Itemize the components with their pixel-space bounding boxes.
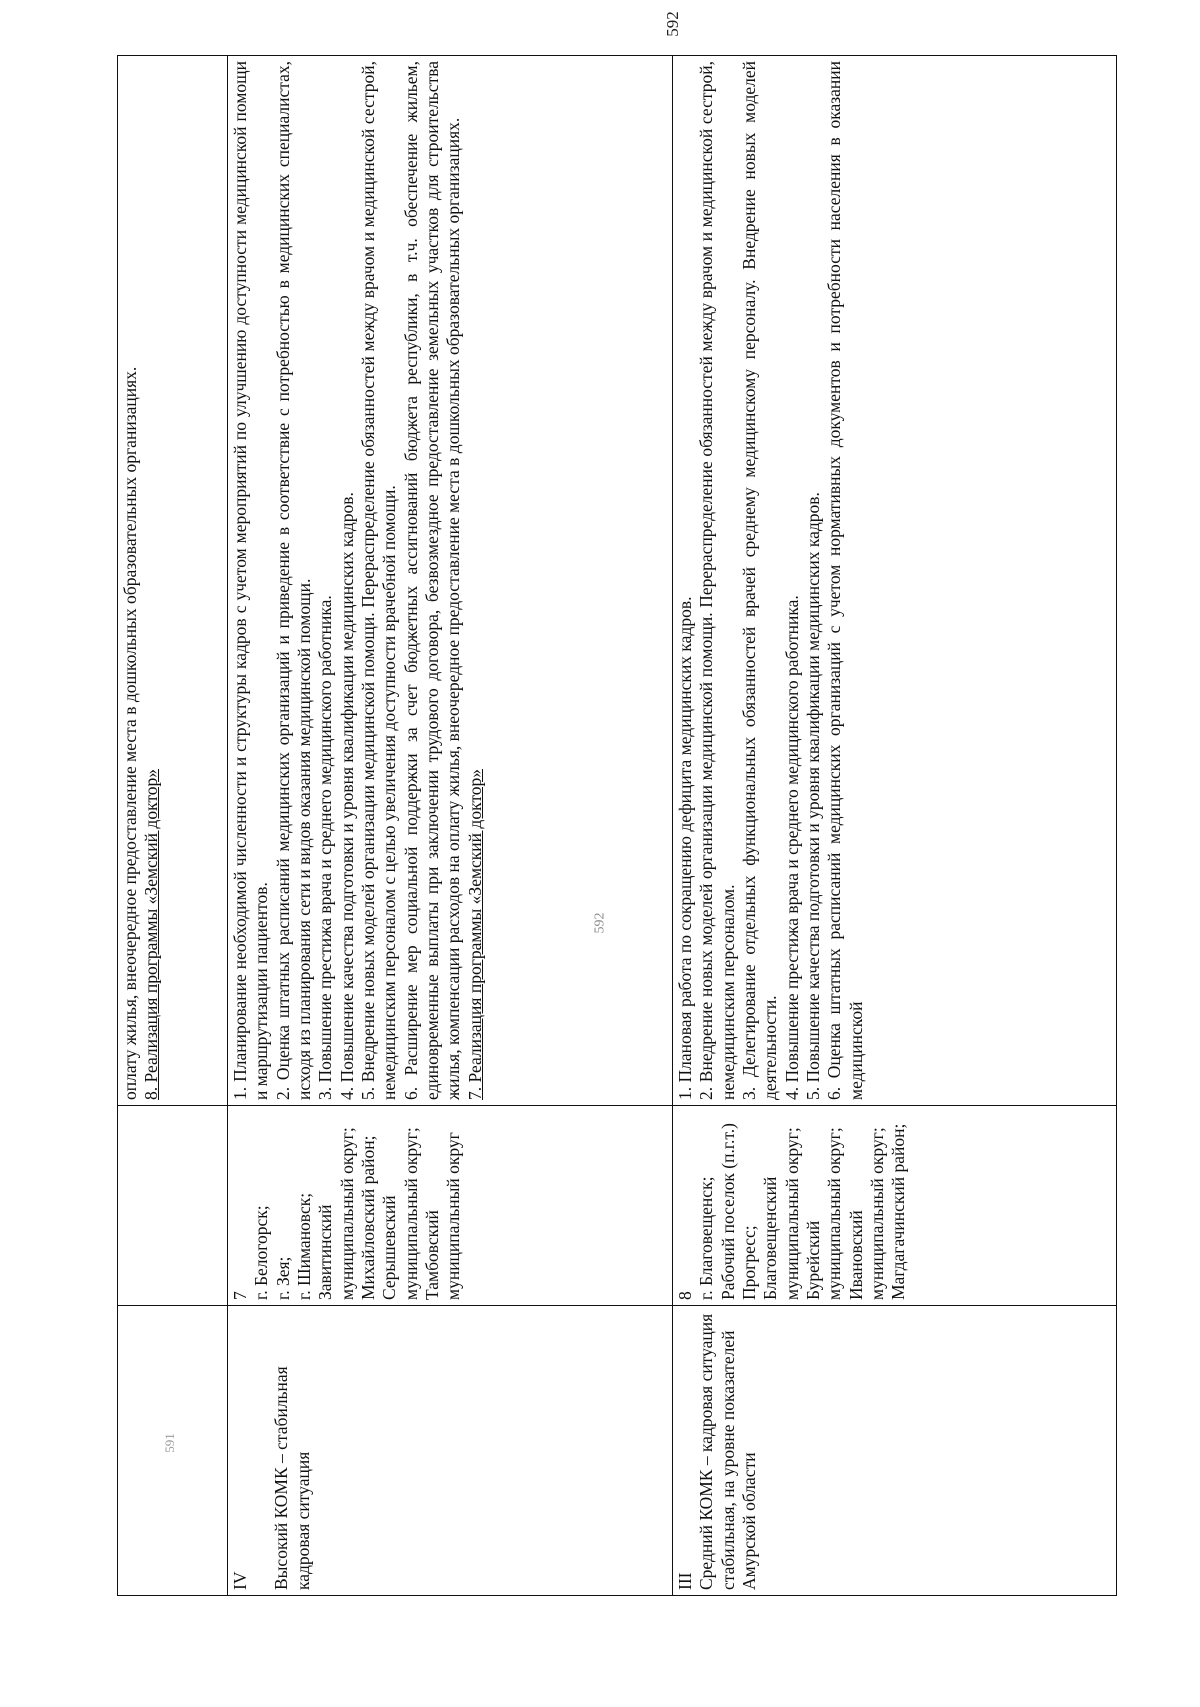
territory-item: г. Белогорск; [251, 1205, 272, 1300]
territory-item: Михайловский район; [358, 1135, 379, 1300]
page-number: 592 [662, 11, 682, 37]
measure-item: 6. Расширение мер социальной поддержки за счет бюджетных ассигнований бюджета республики, в т.ч. обеспечение жильем, единовременные выплаты при заключении трудового договора, безвозмездное предоставление земельных участков для строительства жилья, компенсации расходов на оплату жилья, внеочередное предоставление места в дошкольных образовательных организациях. [400, 61, 464, 1100]
measure-item: 5. Повышение качества подготовки и уровня квалификации медицинских кадров. [803, 492, 824, 1100]
territory-item: Завитинский муниципальный округ; [315, 1127, 357, 1300]
measure-item: 6. Оценка штатных расписаний медицинских организаций с учетом нормативных документов и потребности населения в оказании медицинской [824, 61, 866, 1100]
measure-item: 3. Повышение престижа врача и среднего медицинского работника. [315, 595, 336, 1100]
territory-item: Магдагачинский район; [888, 1123, 909, 1300]
territory-item: Рабочий поселок (п.г.т.) Прогресс; [717, 1123, 760, 1300]
ghost-page-number: 591 [161, 1433, 177, 1453]
territory-item: Благовещенский муниципальный округ; [760, 1127, 802, 1300]
table-row-category-iii [673, 56, 1117, 1596]
territory-item: г. Шимановск; [294, 1192, 315, 1300]
category-number: IV [230, 1571, 250, 1590]
territory-cell [673, 1106, 1117, 1306]
territory-count: 7 [230, 1291, 250, 1300]
measure-item: 7. Реализация программы «Земский доктор» [464, 768, 485, 1100]
measure-text: оплату жилья, внеочередное предоставление места в дошкольных образовательных организациях. [120, 366, 140, 1100]
territory-item: Ивановский муниципальный округ; [845, 1127, 888, 1300]
territory-count: 8 [675, 1291, 695, 1300]
territory-cell [118, 1106, 228, 1306]
table-row-category-iv [228, 56, 673, 1596]
measure-item: 2. Оценка штатных расписаний медицинских организаций и приведение в соответствие с потребностью в медицинских специалистах, исходя из планирования сети и видов оказания медицинской помощи. [272, 61, 315, 1100]
measure-item: 1. Планирование необходимой численности и структуры кадров с учетом мероприятий по улучшению доступности медицинской помощи и маршрутизации пациентов. [230, 61, 272, 1100]
category-description: Высокий КОМК – стабильная кадровая ситуация [271, 1366, 313, 1590]
territory-item: Тамбовский муниципальный округ [422, 1132, 464, 1300]
rotated-table-sheet [117, 56, 1117, 1596]
measures-table [117, 55, 1117, 1596]
measure-item: 3. Делегирование отдельных функциональных обязанностей врачей среднему медицинскому персоналу. Внедрение новых моделей деятельности. [739, 61, 781, 1100]
territory-item: Серышевский муниципальный округ; [379, 1127, 421, 1300]
ghost-page-number: 592 [592, 912, 608, 934]
category-cell [228, 1306, 673, 1596]
measure-item: 4. Повышение престижа врача и среднего медицинского работника. [781, 595, 802, 1100]
measure-item: 2. Внедрение новых моделей организации медицинской помощи. Перераспределение обязанностей между врачом и медицинской сестрой, немедицинским персоналом. [696, 61, 738, 1100]
measure-item: 5. Внедрение новых моделей организации медицинской помощи. Перераспределение обязанностей между врачом и медицинской сестрой, немедицинским персоналом с целью увеличения доступности врачебной помощи. [358, 61, 400, 1100]
measures-cell [118, 56, 228, 1106]
category-number: III [675, 1572, 695, 1590]
measure-text: 8. Реализация программы «Земский доктор» [141, 768, 162, 1100]
table-row-continued [118, 56, 228, 1596]
territory-cell [228, 1106, 673, 1306]
territory-item: г. Зея; [272, 1256, 293, 1300]
territory-item: Бурейский муниципальный округ; [803, 1127, 845, 1300]
category-description: Средний КОМК – кадровая ситуация стабильная, на уровне показателей Амурской области [696, 1313, 760, 1590]
measure-item: 4. Повышение качества подготовки и уровня квалификации медицинских кадров. [336, 492, 357, 1100]
category-cell [673, 1306, 1117, 1596]
measure-item: 1. Плановая работа по сокращению дефицита медицинских кадров. [675, 596, 695, 1100]
measures-cell [228, 56, 673, 1106]
territory-item: г. Благовещенск; [696, 1176, 717, 1300]
measures-cell [673, 56, 1117, 1106]
category-cell [118, 1306, 228, 1596]
